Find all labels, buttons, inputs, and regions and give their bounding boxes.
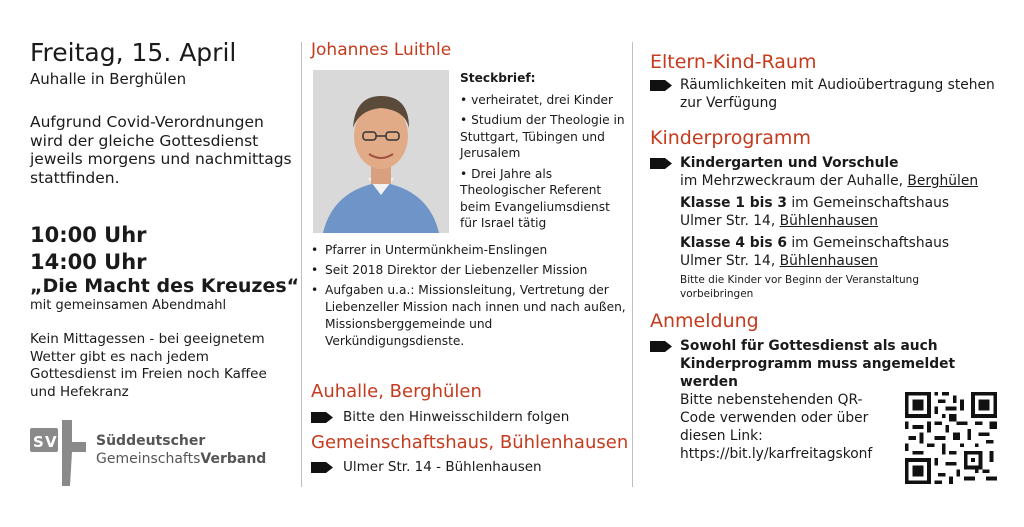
kids-note: Bitte die Kinder vor Beginn der Veranstaltung vorbeibringen [680, 274, 919, 300]
speaker-brief [460, 70, 630, 236]
parent-room-text: Räumlichkeiten mit Audioübertragung stehen zur Verfügung [680, 77, 995, 111]
arrow-right-icon [650, 158, 672, 169]
divider-1 [301, 42, 302, 487]
speaker-details [311, 242, 629, 353]
k2-bold: Klasse 1 bis 3 [680, 195, 787, 211]
k3-bold: Klasse 4 bis 6 [680, 235, 787, 251]
event-venue: Auhalle in Berghülen [30, 70, 187, 88]
k2-text: im Gemeinschaftshaus [791, 195, 950, 211]
divider-2 [632, 42, 633, 487]
arrow-right-icon [311, 412, 333, 423]
k3-text: im Gemeinschaftshaus [791, 235, 950, 251]
brief-item: • Drei Jahre als Theologischer Referent beim Evangeliumsdienst für Israel tätig [460, 166, 630, 232]
sermon-title: „Die Macht des Kreuzes“ [30, 275, 300, 297]
sv-logo [30, 420, 270, 486]
arrow-right-icon [311, 462, 333, 473]
kids-title: Kinderprogramm [650, 127, 811, 149]
auhalle-title: Auhalle, Berghülen [311, 381, 482, 402]
k1-bold: Kindergarten und Vorschule [680, 155, 899, 171]
time-morning: 10:00 Uhr [30, 223, 147, 247]
k1-text: im Mehrzweckraum der Auhalle, [680, 173, 903, 189]
gh-info [311, 458, 542, 476]
parent-room-info [650, 76, 1000, 112]
parent-room-title: Eltern-Kind-Raum [650, 51, 817, 73]
gh-title: Gemeinschaftshaus, Bühlenhausen [311, 432, 629, 453]
kids-info [650, 154, 1000, 301]
speaker-photo [313, 70, 449, 233]
auhalle-info [311, 408, 569, 426]
k2-place: Bühlenhausen [779, 213, 878, 229]
kids-k1 [680, 154, 1000, 190]
arrow-right-icon [650, 80, 672, 91]
registration-text: Bitte nebenstehenden QR-Code verwenden oder über diesen Link: [680, 392, 869, 444]
info-column [650, 0, 1000, 527]
qr-code[interactable] [905, 392, 997, 484]
logo-line1: Süddeutscher [96, 433, 206, 449]
service-times [30, 222, 147, 276]
event-column [30, 0, 300, 527]
logo-line2 [96, 450, 266, 468]
time-afternoon: 14:00 Uhr [30, 250, 147, 274]
detail-item: • Pfarrer in Untermünkheim-Enslingen [311, 242, 629, 259]
k3-addr: Ulmer Str. 14, [680, 253, 776, 269]
registration-link[interactable]: https://bit.ly/karfreitagskonf [680, 446, 873, 462]
registration-bold: Sowohl für Gottesdienst als auch Kinderprogramm muss angemeldet werden [680, 338, 956, 390]
logo-line2b: Verband [200, 451, 267, 467]
lunch-note: Kein Mittagessen - bei geeignetem Wetter gibt es nach jedem Gottesdienst im Freien noch Kaffee und Hefekranz [30, 331, 267, 400]
speaker-column [311, 0, 629, 527]
covid-note: Aufgrund Covid-Verordnungen wird der gleiche Gottesdienst jeweils morgens und nachmittags stattfinden. [30, 113, 292, 187]
sv-logo-icon [30, 420, 90, 486]
brief-item: • Studium der Theologie in Stuttgart, Tübingen und Jerusalem [460, 112, 630, 162]
k2-addr: Ulmer Str. 14, [680, 213, 776, 229]
event-date: Freitag, 15. April [30, 38, 237, 67]
auhalle-text: Bitte den Hinweisschildern folgen [343, 409, 570, 425]
sermon-subtitle: mit gemeinsamen Abendmahl [30, 298, 227, 313]
logo-line2a: Gemeinschafts [96, 451, 201, 467]
speaker-name: Johannes Luithle [311, 40, 452, 60]
detail-item: • Aufgaben u.a.: Missionsleitung, Vertretung der Liebenzeller Mission nach innen und nach außen, Missionsberggemeinde und Verkündigungsdienste. [311, 282, 629, 350]
k1-place: Berghülen [907, 173, 979, 189]
svg-text:S: S [33, 433, 44, 451]
brief-title: Steckbrief: [460, 71, 536, 85]
k3-place: Bühlenhausen [779, 253, 878, 269]
sv-logo-text [96, 432, 266, 468]
gh-text: Ulmer Str. 14 - Bühlenhausen [343, 459, 542, 475]
detail-item: • Seit 2018 Direktor der Liebenzeller Mission [311, 262, 629, 279]
registration-title: Anmeldung [650, 310, 759, 332]
kids-k3 [680, 234, 1000, 270]
brief-item: • verheiratet, drei Kinder [460, 92, 630, 109]
svg-text:V: V [45, 433, 57, 451]
arrow-right-icon [650, 341, 672, 352]
kids-k2 [680, 194, 1000, 230]
